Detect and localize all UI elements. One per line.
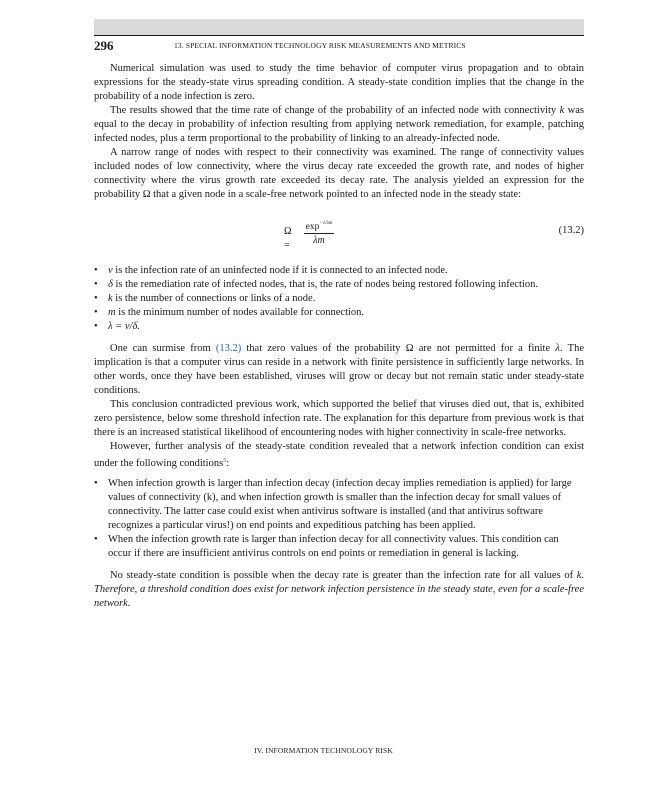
equation-numerator: $\exp^{-1/\lambda m}$ (305, 221, 333, 232)
paragraph-1: Numerical simulation was used to study the time behavior of computer virus propagation and to obtain expressions for the steady-state virus spreading condition. A steady-state condition implies that the change in the probability of a node infection is zero. (94, 63, 584, 102)
conditions-list (94, 477, 584, 561)
definition-item: • k is the number of connections or links of a node. (94, 293, 316, 304)
footnote-link[interactable]: 5 (223, 458, 227, 464)
equation-label: (13.2) (558, 225, 584, 236)
equation-reference-link[interactable]: (13.2) (215, 343, 242, 354)
paragraph-5: This conclusion contradicted previous work, which supported the belief that viruses died out, that is, exhibited zero persistence, below some threshold infection rate. The explanation for this departure from previous work is that there is an increased statistical likelihood of encountering nodes with higher connectivity in scale-free networks. (94, 399, 584, 438)
equation-denominator: λm (313, 235, 325, 246)
paragraph-6: However, further analysis of the steady-state condition revealed that a network infection condition can exist under the following conditions$^5$: (94, 441, 584, 469)
equation-fraction (304, 218, 334, 247)
definition-item: • m is the minimum number of nodes available for connection. (94, 307, 365, 318)
definition-item: • λ = ν/δ. (94, 321, 140, 332)
header-bar (94, 19, 584, 35)
definition-list (94, 264, 584, 334)
paragraph-3: A narrow range of nodes with respect to their connectivity was examined. The range of connectivity values included nodes of low connectivity, where the virus decay rate exceeded the growth rate, and nodes of higher connectivity where the virus growth rate exceeded its decay rate. The analysis yielded an expression for the probability Ω that a given node in a scale-free network pointed to an infected node in the steady state: (94, 147, 584, 200)
condition-item: • When the infection growth rate is larger than infection decay for all connectivity values. This condition can occur if there are insufficient antivirus controls on end points or remediation in general is lacking. (94, 534, 559, 559)
paragraph-7: No steady-state condition is possible when the decay rate is greater than the infection rate for all values of k. Therefore, a threshold condition does exist for network infection persistence in the steady state, even for a scale-free network. (94, 570, 584, 609)
definition-item: • ν is the infection rate of an uninfected node if it is connected to an infected node. (94, 265, 448, 276)
running-head: 13. SPECIAL INFORMATION TECHNOLOGY RISK MEASUREMENTS AND METRICS (174, 41, 466, 50)
paragraph-4: One can surmise from (13.2) that zero values of the probability Ω are not permitted for a finite λ. The implication is that a computer virus can reside in a network with finite persistence in sufficiently large networks. In other words, once they have been established, viruses will grow or decay but not remain static under steady-state conditions. (94, 343, 585, 396)
page-header (94, 38, 584, 54)
page-body (94, 62, 584, 611)
page-number: 296 (94, 38, 114, 53)
definition-item: • δ is the remediation rate of infected nodes, that is, the rate of nodes being restored following infection. (94, 279, 539, 290)
page-footer: IV. INFORMATION TECHNOLOGY RISK (254, 746, 393, 755)
equation-lhs: Ω = (284, 226, 292, 251)
condition-item: • When infection growth is larger than infection decay (infection decay implies remediation is applied) for large values of connectivity (k), and when infection growth is smaller than the infection decay for small values of connectivity. The latter case could exist when antivirus software is installed (and that antivirus software recognizes a particular virus!) on end points and expeditious patching has been applied. (94, 478, 572, 531)
paragraph-2: The results showed that the time rate of change of the probability of an infected node with connectivity k was equal to the decay in probability of infection resulting from applying network remediation, for example, patching infected nodes, plus a term proportional to the probability of linking to an already-infected node. (94, 105, 584, 144)
equation-13-2 (94, 218, 584, 251)
header-rule (94, 35, 584, 36)
